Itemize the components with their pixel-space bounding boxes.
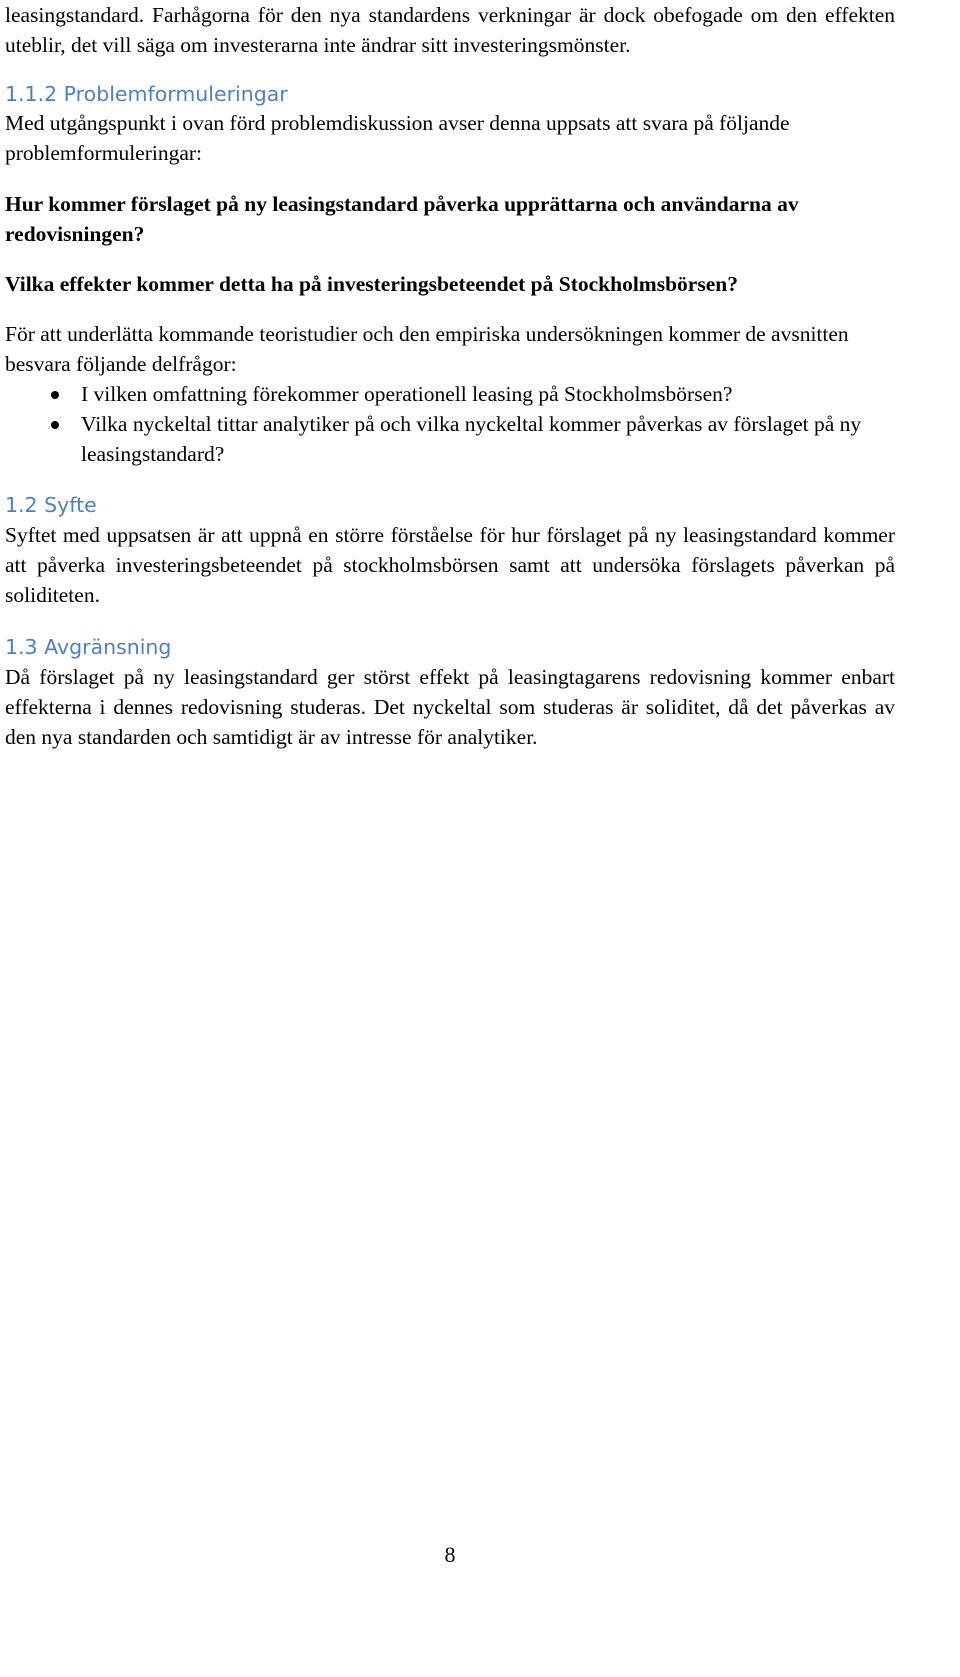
bullet-icon xyxy=(51,421,59,429)
page-number: 8 xyxy=(444,1542,456,1567)
avgransning-paragraph: Då förslaget på ny leasingstandard ger störst effekt på leasingtagarens redovisning kommer enbart effekterna i dennes redovisning studeras. Det nyckeltal som studeras är soliditet, då det påverkas av den nya standarden och samtidigt är av intresse för analytiker. xyxy=(5,665,895,749)
problem-intro-paragraph: Med utgångspunkt i ovan förd problemdiskussion avser denna uppsats att svara på följande problemformuleringar: xyxy=(5,111,790,165)
section-heading-problemformuleringar: 1.1.2 Problemformuleringar xyxy=(5,82,288,106)
subquestions-intro-paragraph: För att underlätta kommande teoristudier och den empiriska undersökningen kommer de avsnitten besvara följande delfrågor: xyxy=(5,322,849,376)
bullet-icon xyxy=(51,391,59,399)
section-heading-avgransning: 1.3 Avgränsning xyxy=(5,635,172,659)
syfte-paragraph: Syftet med uppsatsen är att uppnå en större förståelse för hur förslaget på ny leasingstandard kommer att påverka investeringsbeteendet på stockholmsbörsen samt att undersöka förslagets påverkan på soliditeten. xyxy=(5,523,895,607)
intro-paragraph: leasingstandard. Farhågorna för den nya standardens verkningar är dock obefogade om den effekten uteblir, det vill säga om investerarna inte ändrar sitt investeringsmönster. xyxy=(5,3,895,57)
subquestions-list xyxy=(5,379,895,469)
section-heading-syfte: 1.2 Syfte xyxy=(5,493,97,517)
list-item xyxy=(5,379,895,409)
list-item xyxy=(5,409,895,469)
research-question-2: Vilka effekter kommer detta ha på investeringsbeteendet på Stockholmsbörsen? xyxy=(5,272,738,296)
document-page xyxy=(5,0,895,752)
list-item-text: I vilken omfattning förekommer operationell leasing på Stockholmsbörsen? xyxy=(81,382,733,406)
research-question-1: Hur kommer förslaget på ny leasingstandard påverka upprättarna och användarna av redovisningen? xyxy=(5,192,799,246)
list-item-text: Vilka nyckeltal tittar analytiker på och vilka nyckeltal kommer påverkas av förslaget på ny leasingstandard? xyxy=(81,412,862,466)
